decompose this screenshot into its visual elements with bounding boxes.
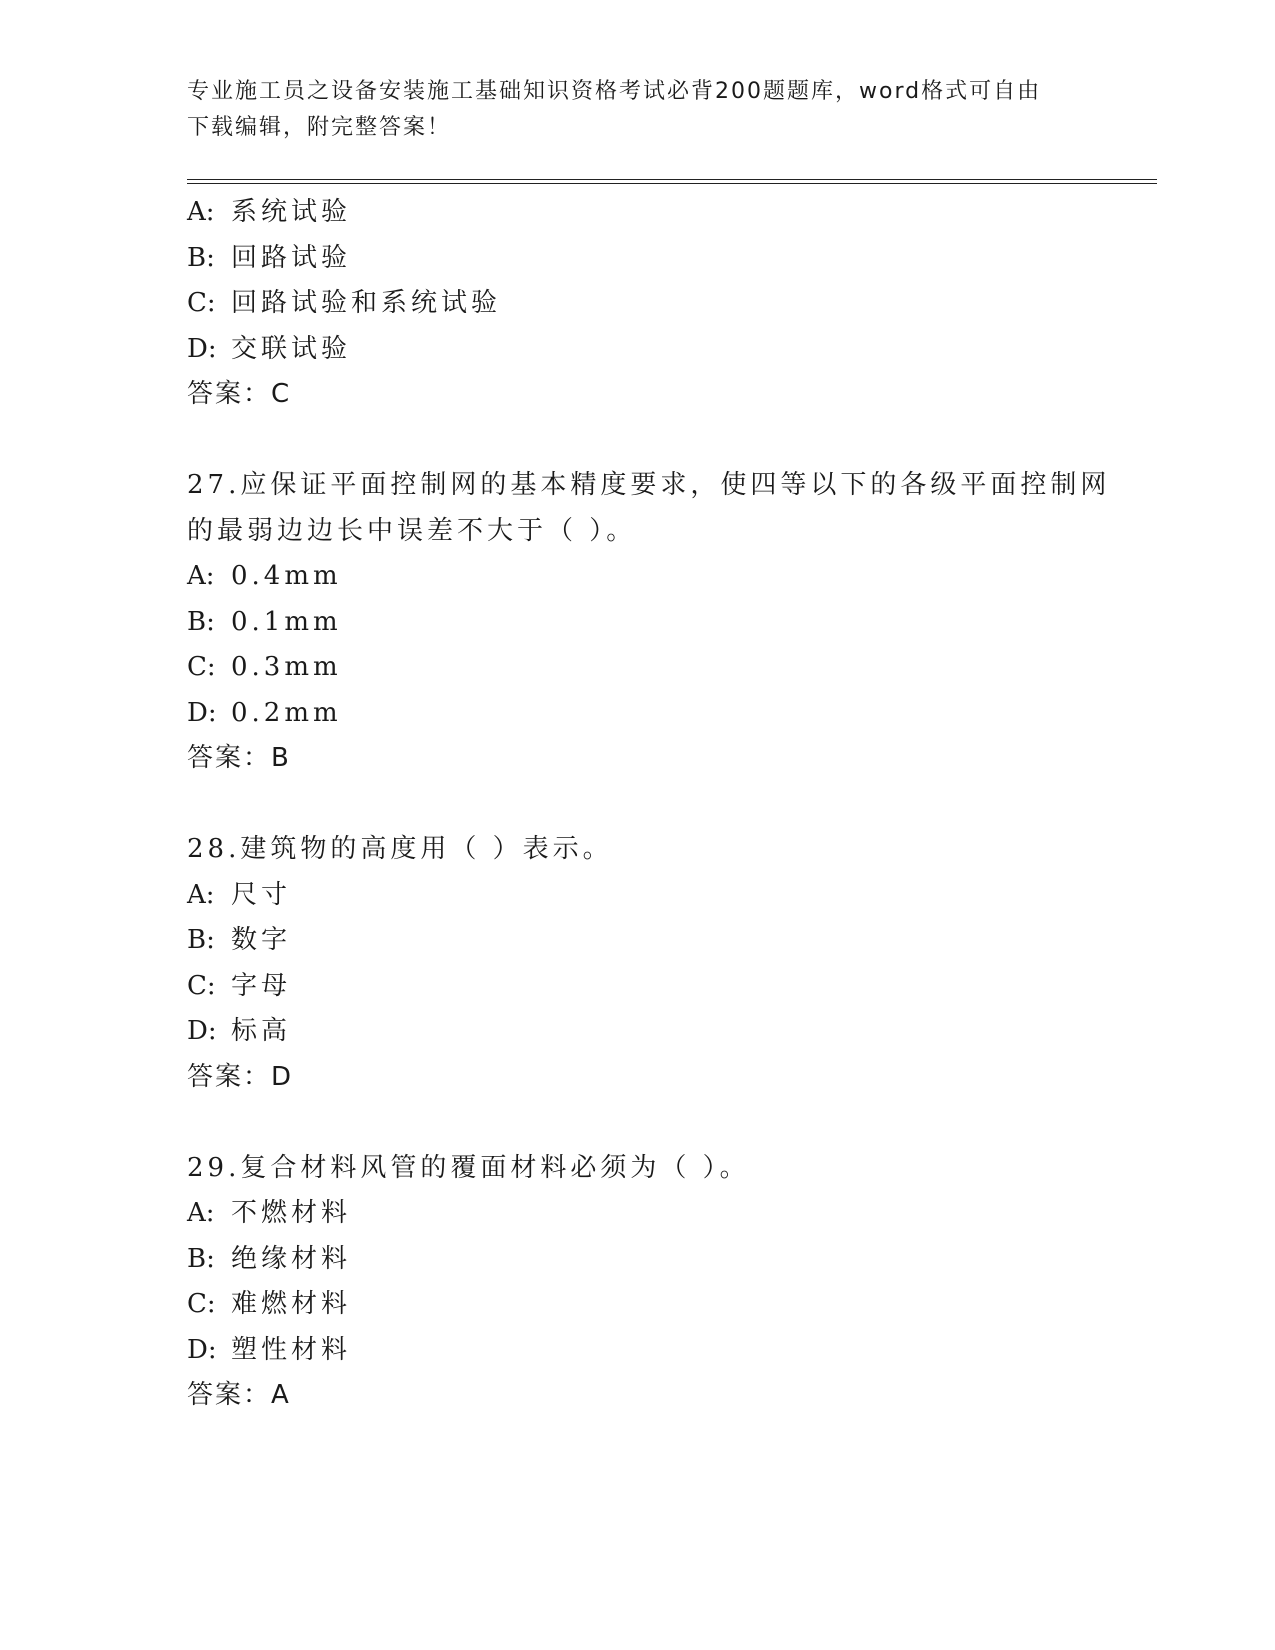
question-26 [187, 190, 1157, 418]
header-line-1: 专业施工员之设备安装施工基础知识资格考试必背200题题库，word格式可自由 [187, 79, 1042, 104]
question-text-line-2: 的最弱边边长中误差不大于（ ）。 [187, 515, 637, 546]
option-c: C: 难燃材料 [187, 1289, 352, 1319]
answer: 答案：D [187, 1061, 294, 1092]
answer: 答案：B [187, 743, 291, 773]
header-line-2: 下载编辑，附完整答案！ [187, 115, 452, 140]
option-d: D: 0.2mm [187, 697, 342, 728]
option-a: A: 0.4mm [187, 561, 342, 591]
option-b: B: 0.1mm [187, 606, 342, 637]
option-a: A: 系统试验 [187, 197, 352, 227]
answer: 答案：C [187, 379, 292, 409]
option-a: A: 不燃材料 [187, 1198, 352, 1228]
option-b: B: 回路试验 [187, 242, 352, 273]
question-29 [187, 1146, 1157, 1419]
question-28 [187, 827, 1157, 1100]
option-b: B: 绝缘材料 [187, 1243, 352, 1274]
option-d: D: 交联试验 [187, 333, 352, 364]
question-text-line-1: 28.建筑物的高度用（ ）表示。 [187, 834, 613, 864]
option-c: C: 0.3mm [187, 652, 342, 682]
option-a: A: 尺寸 [187, 879, 292, 910]
option-c: C: 回路试验和系统试验 [187, 288, 502, 318]
document-header [187, 74, 1087, 146]
header-divider [187, 179, 1157, 184]
question-list [187, 190, 1157, 1419]
option-d: D: 标高 [187, 1016, 292, 1046]
option-d: D: 塑性材料 [187, 1334, 352, 1365]
answer: 答案：A [187, 1380, 291, 1410]
option-c: C: 字母 [187, 970, 292, 1001]
question-text-line-1: 27.应保证平面控制网的基本精度要求，使四等以下的各级平面控制网 [187, 470, 1111, 500]
option-b: B: 数字 [187, 925, 292, 955]
question-text-line-1: 29.复合材料风管的覆面材料必须为（ ）。 [187, 1152, 750, 1183]
question-27 [187, 463, 1157, 782]
